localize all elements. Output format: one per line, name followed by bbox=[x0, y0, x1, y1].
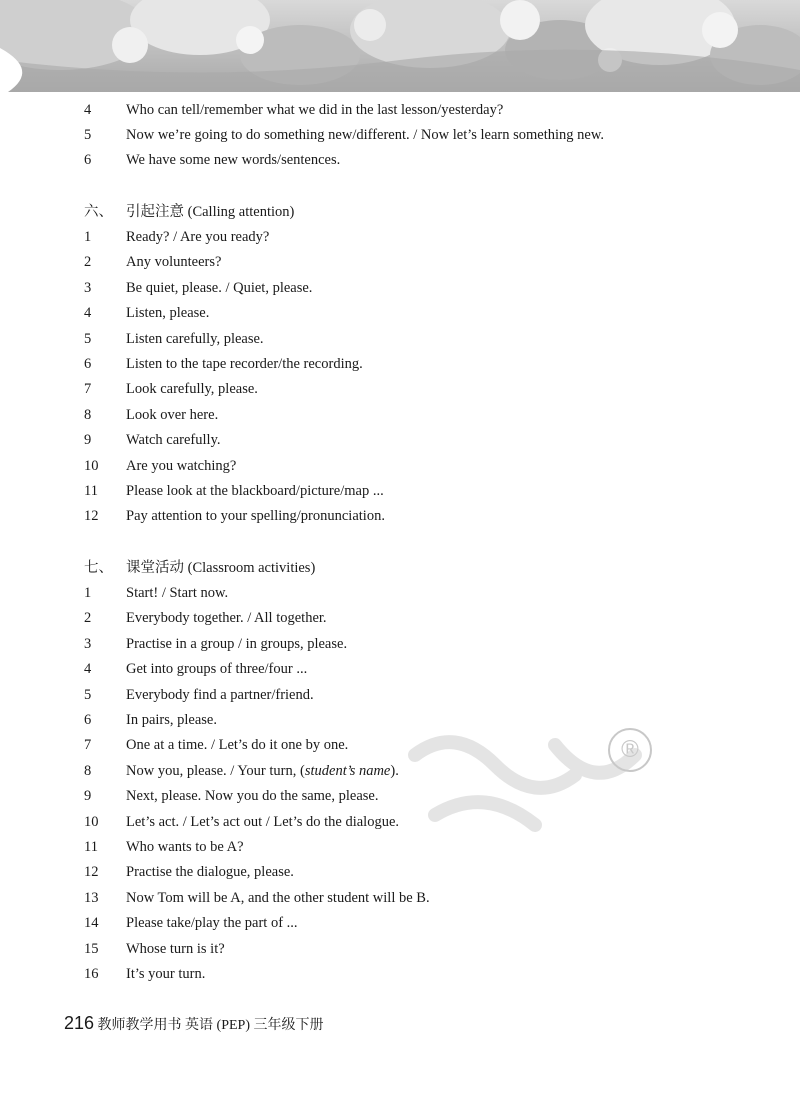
item-number: 12 bbox=[84, 864, 99, 881]
item-text: Be quiet, please. / Quiet, please. bbox=[126, 279, 313, 296]
item-text: Please look at the blackboard/picture/map ... bbox=[126, 483, 384, 499]
registered-mark: ® bbox=[608, 728, 652, 772]
item-text: Any volunteers? bbox=[126, 254, 222, 271]
item-number: 7 bbox=[84, 737, 92, 754]
item-number: 15 bbox=[84, 940, 99, 957]
item-text-main: Now you, please. / Your turn, bbox=[126, 762, 297, 779]
item-number: 10 bbox=[84, 813, 99, 830]
header-decorative-banner bbox=[0, 0, 800, 92]
item-number: 4 bbox=[84, 102, 92, 118]
item-text: We have some new words/sentences. bbox=[126, 152, 341, 168]
floral-pattern bbox=[0, 0, 800, 92]
item-number: 4 bbox=[84, 661, 92, 678]
item-text: Now Tom will be A, and the other student will be B. bbox=[126, 889, 430, 906]
item-number: 5 bbox=[84, 330, 92, 347]
item-text: Look over here. bbox=[126, 406, 219, 423]
item-text: Get into groups of three/four ... bbox=[126, 661, 308, 678]
item-text: Practise the dialogue, please. bbox=[126, 864, 294, 881]
item-text: Who wants to be A? bbox=[126, 839, 244, 855]
item-number: 8 bbox=[84, 406, 92, 423]
item-text: It’s your turn. bbox=[126, 966, 206, 982]
item-number: 14 bbox=[84, 915, 99, 932]
page-number: 216 bbox=[64, 1013, 95, 1033]
item-text: Are you watching? bbox=[126, 457, 237, 474]
book-title: 教师教学用书 英语 (PEP) 三年级下册 bbox=[97, 1018, 324, 1033]
item-text: Please take/play the part of ... bbox=[126, 915, 298, 932]
item-text: Now we’re going to do something new/different. / Now let’s learn something new. bbox=[126, 127, 604, 143]
item-number: 16 bbox=[84, 966, 99, 982]
item-number: 5 bbox=[84, 686, 92, 703]
item-number: 3 bbox=[84, 635, 92, 652]
item-text: Everybody together. / All together. bbox=[126, 610, 327, 627]
item-number: 2 bbox=[84, 254, 92, 271]
item-number: 10 bbox=[84, 457, 99, 474]
item-text: Everybody find a partner/friend. bbox=[126, 686, 314, 703]
item-number: 13 bbox=[84, 889, 99, 906]
item-text: Listen to the tape recorder/the recording. bbox=[126, 356, 363, 372]
item-text: One at a time. / Let’s do it one by one. bbox=[126, 737, 349, 754]
item-number: 8 bbox=[84, 762, 92, 779]
item-text-italic: student’s name bbox=[304, 762, 391, 779]
item-text: In pairs, please. bbox=[126, 712, 217, 728]
item-number: 6 bbox=[84, 712, 92, 728]
section-title: 引起注意 (Calling attention) bbox=[126, 204, 295, 220]
section-title: 课堂活动 (Classroom activities) bbox=[126, 560, 316, 576]
item-number: 7 bbox=[84, 381, 92, 398]
item-number: 1 bbox=[84, 229, 92, 245]
item-text: Practise in a group / in groups, please. bbox=[126, 635, 348, 652]
item-number: 9 bbox=[84, 788, 92, 805]
item-number: 4 bbox=[84, 305, 92, 322]
item-number: 5 bbox=[84, 127, 92, 143]
item-text: Watch carefully. bbox=[126, 432, 221, 449]
item-text: Next, please. Now you do the same, please. bbox=[126, 788, 379, 805]
item-text: Now you, please. / Your turn, (student’s name). bbox=[126, 762, 399, 779]
item-number: 3 bbox=[84, 279, 92, 296]
item-number: 11 bbox=[84, 483, 98, 499]
item-number: 9 bbox=[84, 432, 92, 449]
item-text: Listen carefully, please. bbox=[126, 330, 264, 347]
item-number: 11 bbox=[84, 839, 98, 855]
item-text: Pay attention to your spelling/pronunciation. bbox=[126, 508, 385, 525]
item-number: 6 bbox=[84, 152, 92, 168]
item-number: 12 bbox=[84, 508, 99, 525]
item-number: 2 bbox=[84, 610, 92, 627]
item-text: Ready? / Are you ready? bbox=[126, 229, 270, 245]
item-number: 1 bbox=[84, 585, 92, 601]
item-text: Listen, please. bbox=[126, 305, 210, 322]
item-text: Start! / Start now. bbox=[126, 585, 229, 601]
page-footer bbox=[64, 1010, 324, 1036]
section-marker: 七、 bbox=[84, 560, 113, 576]
item-text: Look carefully, please. bbox=[126, 381, 258, 398]
item-number: 6 bbox=[84, 356, 92, 372]
item-text: Whose turn is it? bbox=[126, 940, 225, 957]
item-text: Who can tell/remember what we did in the last lesson/yesterday? bbox=[126, 102, 504, 118]
section-marker: 六、 bbox=[84, 204, 113, 220]
item-text: Let’s act. / Let’s act out / Let’s do the dialogue. bbox=[126, 813, 400, 830]
